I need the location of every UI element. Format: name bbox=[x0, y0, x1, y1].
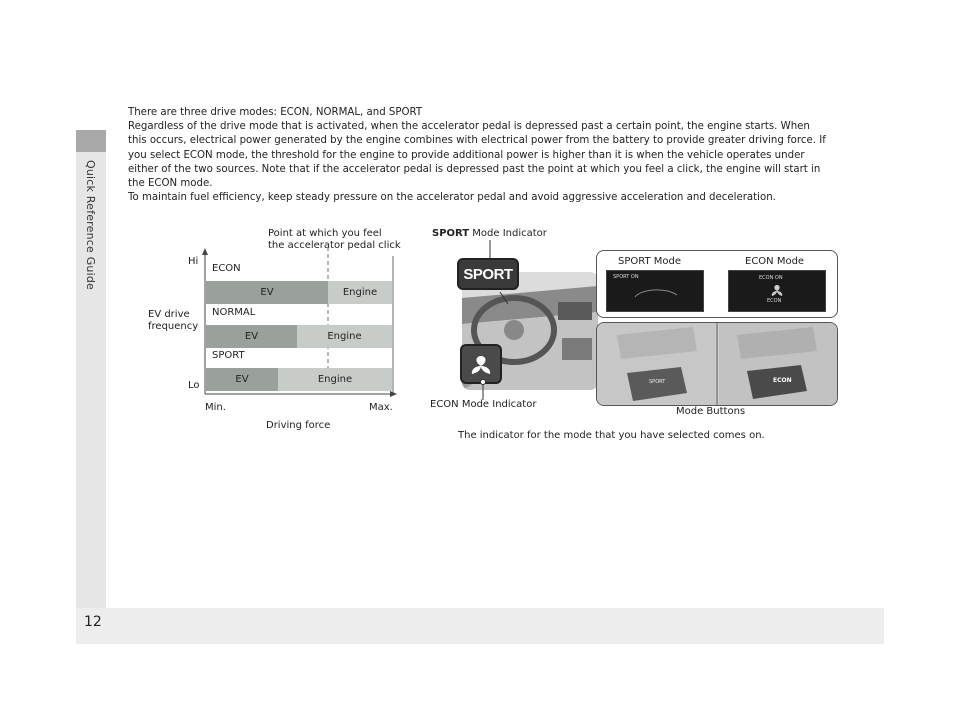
mode-label-sport: SPORT bbox=[212, 350, 245, 361]
econ-button-text: ECON bbox=[773, 377, 792, 384]
sport-ev-bar: EV bbox=[206, 368, 278, 391]
sport-badge-text: SPORT bbox=[463, 265, 513, 283]
mode-label-normal: NORMAL bbox=[212, 307, 256, 318]
mode-buttons-drawing bbox=[597, 323, 837, 405]
econ-ev-bar: EV bbox=[206, 281, 328, 304]
y-axis-lo: Lo bbox=[188, 380, 200, 391]
indicator-leader-lines bbox=[430, 238, 530, 408]
y-axis-arrow bbox=[202, 248, 208, 255]
intro-text bbox=[128, 106, 828, 205]
sidebar-label[interactable]: Quick Reference Guide bbox=[84, 160, 97, 290]
x-axis-arrow bbox=[390, 391, 397, 397]
footer-band bbox=[76, 608, 884, 644]
y-axis-label-1: EV drive bbox=[148, 309, 190, 320]
intro-paragraph: Regardless of the drive mode that is activated, when the accelerator pedal is depressed past a certain point, the engine starts. When this occurs, electrical power generated by the engine combines with electrical power from the battery to provide greater driving force. If you select ECON mode, the threshold for the engine to provide additional power is higher than it is when the vehicle operates under either of the two sources. Note that if the accelerator pedal is depressed past the point at which you feel a click, the engine will start in the ECON mode. bbox=[128, 121, 826, 190]
intro-title: There are three drive modes: ECON, NORMAL, and SPORT bbox=[128, 107, 423, 118]
sport-indicator-label-rest: Mode Indicator bbox=[469, 228, 547, 239]
normal-ev-bar: EV bbox=[206, 325, 297, 348]
econ-screen-text: ECON ON bbox=[759, 275, 783, 281]
click-point-label-1: Point at which you feel bbox=[268, 228, 382, 239]
normal-engine-bar: Engine bbox=[297, 325, 392, 348]
sport-car-icon bbox=[607, 271, 703, 311]
illustration-caption: The indicator for the mode that you have selected comes on. bbox=[458, 430, 765, 441]
sidebar-tab-marker bbox=[76, 130, 106, 152]
econ-screen-leaf-icon bbox=[729, 271, 825, 311]
intro-tip: To maintain fuel efficiency, keep steady pressure on the accelerator pedal and avoid aggressive acceleration and deceleration. bbox=[128, 192, 776, 204]
y-axis-hi: Hi bbox=[188, 256, 199, 267]
econ-indicator-label: ECON Mode Indicator bbox=[430, 399, 537, 410]
x-axis-max: Max. bbox=[369, 402, 393, 413]
sport-mode-label: SPORT Mode bbox=[618, 256, 682, 267]
sport-engine-bar: Engine bbox=[278, 368, 392, 391]
mode-label-econ: ECON bbox=[212, 263, 241, 274]
sport-screen-text: SPORT ON bbox=[613, 274, 639, 280]
econ-mode-screen bbox=[728, 270, 826, 312]
click-point-label-2: the accelerator pedal click bbox=[268, 240, 401, 251]
econ-screen-sub: ECON bbox=[767, 298, 782, 304]
y-axis-label-2: frequency bbox=[148, 321, 199, 332]
x-axis-min: Min. bbox=[205, 402, 226, 413]
sport-mode-screen bbox=[606, 270, 704, 312]
econ-mode-label: ECON Mode bbox=[745, 256, 805, 267]
sport-button-text: SPORT bbox=[649, 379, 666, 385]
x-axis-label: Driving force bbox=[266, 420, 331, 431]
econ-engine-bar: Engine bbox=[328, 281, 392, 304]
page-number: 12 bbox=[84, 614, 102, 630]
mode-buttons-panel bbox=[596, 322, 838, 406]
sport-indicator-label-bold: SPORT bbox=[432, 228, 470, 239]
mode-buttons-label: Mode Buttons bbox=[676, 406, 746, 417]
